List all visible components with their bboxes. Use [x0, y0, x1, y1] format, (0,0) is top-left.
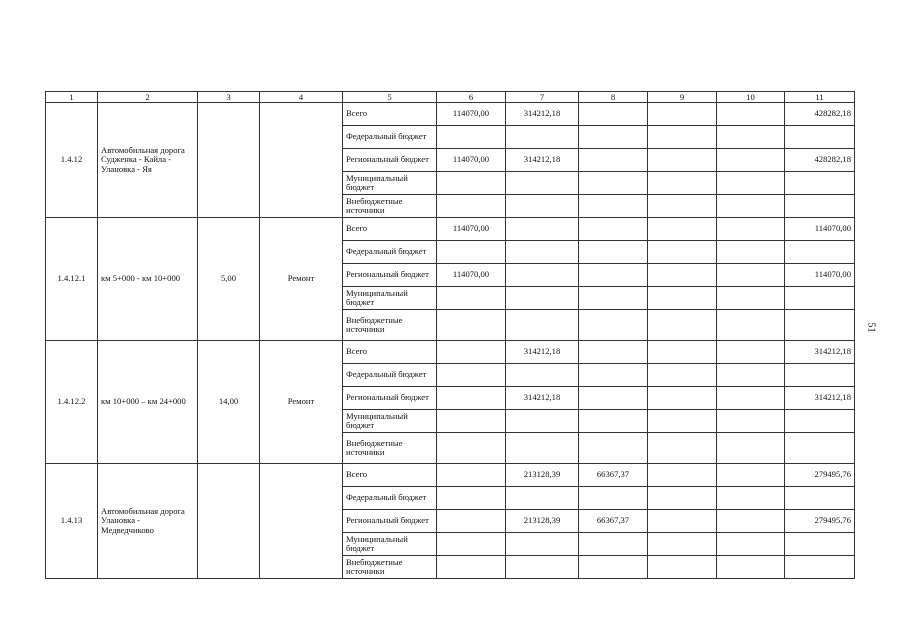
road-section-name: Автомобильная дорога Судженка - Кайла - Улановка - Яя: [98, 103, 198, 218]
amount-cell: [717, 195, 785, 218]
amount-cell: [717, 287, 785, 310]
amount-cell: [717, 533, 785, 556]
amount-cell: [717, 241, 785, 264]
amount-cell: [506, 364, 579, 387]
table-row: [46, 103, 855, 126]
amount-cell: [579, 126, 648, 149]
section-length: 14,00: [198, 341, 260, 464]
row-code: 1.4.13: [46, 464, 98, 579]
amount-cell: 314212,18: [785, 341, 855, 364]
amount-cell: [717, 341, 785, 364]
funding-source-label: Муниципальный бюджет: [343, 533, 437, 556]
budget-table: [45, 91, 855, 579]
amount-cell: [437, 310, 506, 341]
amount-cell: [579, 433, 648, 464]
amount-cell: [437, 533, 506, 556]
amount-cell: 213128,39: [506, 464, 579, 487]
funding-source-label: Всего: [343, 341, 437, 364]
amount-cell: [785, 287, 855, 310]
amount-cell: [648, 264, 717, 287]
table-row: [46, 464, 855, 487]
amount-cell: [579, 387, 648, 410]
column-number: 1: [46, 92, 98, 103]
funding-source-label: Внебюджетные источники: [343, 556, 437, 579]
amount-cell: 213128,39: [506, 510, 579, 533]
amount-cell: 114070,00: [437, 103, 506, 126]
amount-cell: 314212,18: [506, 387, 579, 410]
column-number: 3: [198, 92, 260, 103]
amount-cell: [648, 126, 717, 149]
amount-cell: [648, 218, 717, 241]
amount-cell: [506, 533, 579, 556]
amount-cell: [506, 241, 579, 264]
amount-cell: [579, 556, 648, 579]
column-number: 10: [717, 92, 785, 103]
amount-cell: [579, 287, 648, 310]
amount-cell: [648, 149, 717, 172]
column-number: 9: [648, 92, 717, 103]
amount-cell: 428282,18: [785, 103, 855, 126]
amount-cell: [648, 310, 717, 341]
amount-cell: 314212,18: [506, 149, 579, 172]
row-code: 1.4.12: [46, 103, 98, 218]
amount-cell: [437, 410, 506, 433]
amount-cell: [506, 218, 579, 241]
section-length: 5,00: [198, 218, 260, 341]
column-number: 7: [506, 92, 579, 103]
amount-cell: [648, 287, 717, 310]
amount-cell: [437, 487, 506, 510]
amount-cell: [506, 287, 579, 310]
amount-cell: 114070,00: [437, 264, 506, 287]
amount-cell: [437, 241, 506, 264]
amount-cell: [648, 510, 717, 533]
amount-cell: [648, 410, 717, 433]
amount-cell: [579, 149, 648, 172]
amount-cell: [579, 218, 648, 241]
amount-cell: [717, 310, 785, 341]
funding-source-label: Муниципальный бюджет: [343, 287, 437, 310]
amount-cell: [648, 241, 717, 264]
amount-cell: [648, 172, 717, 195]
road-section-name: км 10+000 – км 24+000: [98, 341, 198, 464]
amount-cell: [506, 556, 579, 579]
amount-cell: [648, 103, 717, 126]
funding-source-label: Всего: [343, 464, 437, 487]
amount-cell: [437, 556, 506, 579]
funding-source-label: Внебюджетные источники: [343, 433, 437, 464]
amount-cell: [506, 310, 579, 341]
amount-cell: [437, 387, 506, 410]
amount-cell: [717, 487, 785, 510]
column-number: 5: [343, 92, 437, 103]
column-number: 11: [785, 92, 855, 103]
work-type: [260, 464, 343, 579]
amount-cell: [437, 126, 506, 149]
road-section-name: км 5+000 - км 10+000: [98, 218, 198, 341]
amount-cell: 66367,37: [579, 510, 648, 533]
section-length: [198, 103, 260, 218]
work-type: Ремонт: [260, 341, 343, 464]
column-number: 2: [98, 92, 198, 103]
funding-source-label: Региональный бюджет: [343, 264, 437, 287]
amount-cell: [717, 510, 785, 533]
funding-source-label: Всего: [343, 218, 437, 241]
amount-cell: [785, 195, 855, 218]
amount-cell: [717, 264, 785, 287]
amount-cell: [579, 264, 648, 287]
section-length: [198, 464, 260, 579]
table-row: [46, 218, 855, 241]
amount-cell: [717, 103, 785, 126]
funding-source-label: Региональный бюджет: [343, 149, 437, 172]
amount-cell: [648, 433, 717, 464]
amount-cell: [717, 172, 785, 195]
amount-cell: [785, 433, 855, 464]
funding-source-label: Внебюджетные источники: [343, 310, 437, 341]
amount-cell: [648, 487, 717, 510]
row-code: 1.4.12.1: [46, 218, 98, 341]
column-number: 8: [579, 92, 648, 103]
amount-cell: [579, 310, 648, 341]
amount-cell: [717, 364, 785, 387]
amount-cell: [648, 533, 717, 556]
amount-cell: [785, 533, 855, 556]
amount-cell: [437, 195, 506, 218]
amount-cell: [717, 410, 785, 433]
amount-cell: [579, 241, 648, 264]
amount-cell: [648, 464, 717, 487]
amount-cell: [437, 287, 506, 310]
amount-cell: 428282,18: [785, 149, 855, 172]
amount-cell: [437, 433, 506, 464]
funding-source-label: Всего: [343, 103, 437, 126]
amount-cell: [785, 172, 855, 195]
amount-cell: [437, 341, 506, 364]
amount-cell: 114070,00: [437, 218, 506, 241]
amount-cell: [785, 410, 855, 433]
amount-cell: [785, 310, 855, 341]
funding-source-label: Региональный бюджет: [343, 510, 437, 533]
amount-cell: [785, 241, 855, 264]
amount-cell: [717, 556, 785, 579]
amount-cell: [785, 126, 855, 149]
amount-cell: [506, 172, 579, 195]
amount-cell: [579, 533, 648, 556]
amount-cell: [579, 103, 648, 126]
amount-cell: [717, 149, 785, 172]
amount-cell: [579, 172, 648, 195]
road-section-name: Автомобильная дорога Улановка - Медведчиково: [98, 464, 198, 579]
amount-cell: 314212,18: [506, 341, 579, 364]
amount-cell: [506, 264, 579, 287]
amount-cell: [785, 556, 855, 579]
amount-cell: 314212,18: [506, 103, 579, 126]
amount-cell: [506, 410, 579, 433]
amount-cell: [717, 218, 785, 241]
amount-cell: [506, 195, 579, 218]
funding-source-label: Федеральный бюджет: [343, 487, 437, 510]
amount-cell: [437, 364, 506, 387]
amount-cell: [717, 387, 785, 410]
funding-source-label: Региональный бюджет: [343, 387, 437, 410]
work-type: [260, 103, 343, 218]
amount-cell: [579, 341, 648, 364]
amount-cell: [648, 195, 717, 218]
amount-cell: [717, 464, 785, 487]
funding-source-label: Муниципальный бюджет: [343, 172, 437, 195]
funding-source-label: Внебюджетные источники: [343, 195, 437, 218]
table-row: [46, 341, 855, 364]
amount-cell: 114070,00: [785, 218, 855, 241]
amount-cell: [506, 487, 579, 510]
amount-cell: [579, 410, 648, 433]
amount-cell: [437, 172, 506, 195]
amount-cell: [579, 364, 648, 387]
work-type: Ремонт: [260, 218, 343, 341]
funding-source-label: Федеральный бюджет: [343, 364, 437, 387]
amount-cell: [648, 364, 717, 387]
funding-source-label: Муниципальный бюджет: [343, 410, 437, 433]
amount-cell: [579, 195, 648, 218]
column-number-row: [46, 92, 855, 103]
column-number: 4: [260, 92, 343, 103]
amount-cell: [717, 126, 785, 149]
amount-cell: 66367,37: [579, 464, 648, 487]
amount-cell: [506, 433, 579, 464]
amount-cell: [648, 556, 717, 579]
amount-cell: [437, 464, 506, 487]
amount-cell: 279495,76: [785, 510, 855, 533]
row-code: 1.4.12.2: [46, 341, 98, 464]
amount-cell: [648, 341, 717, 364]
amount-cell: 314212,18: [785, 387, 855, 410]
page-number: 51: [865, 322, 877, 333]
amount-cell: [506, 126, 579, 149]
funding-source-label: Федеральный бюджет: [343, 126, 437, 149]
amount-cell: 114070,00: [785, 264, 855, 287]
column-number: 6: [437, 92, 506, 103]
amount-cell: [717, 433, 785, 464]
amount-cell: [648, 387, 717, 410]
amount-cell: 114070,00: [437, 149, 506, 172]
funding-source-label: Федеральный бюджет: [343, 241, 437, 264]
amount-cell: [437, 510, 506, 533]
amount-cell: [579, 487, 648, 510]
amount-cell: 279495,76: [785, 464, 855, 487]
amount-cell: [785, 364, 855, 387]
amount-cell: [785, 487, 855, 510]
